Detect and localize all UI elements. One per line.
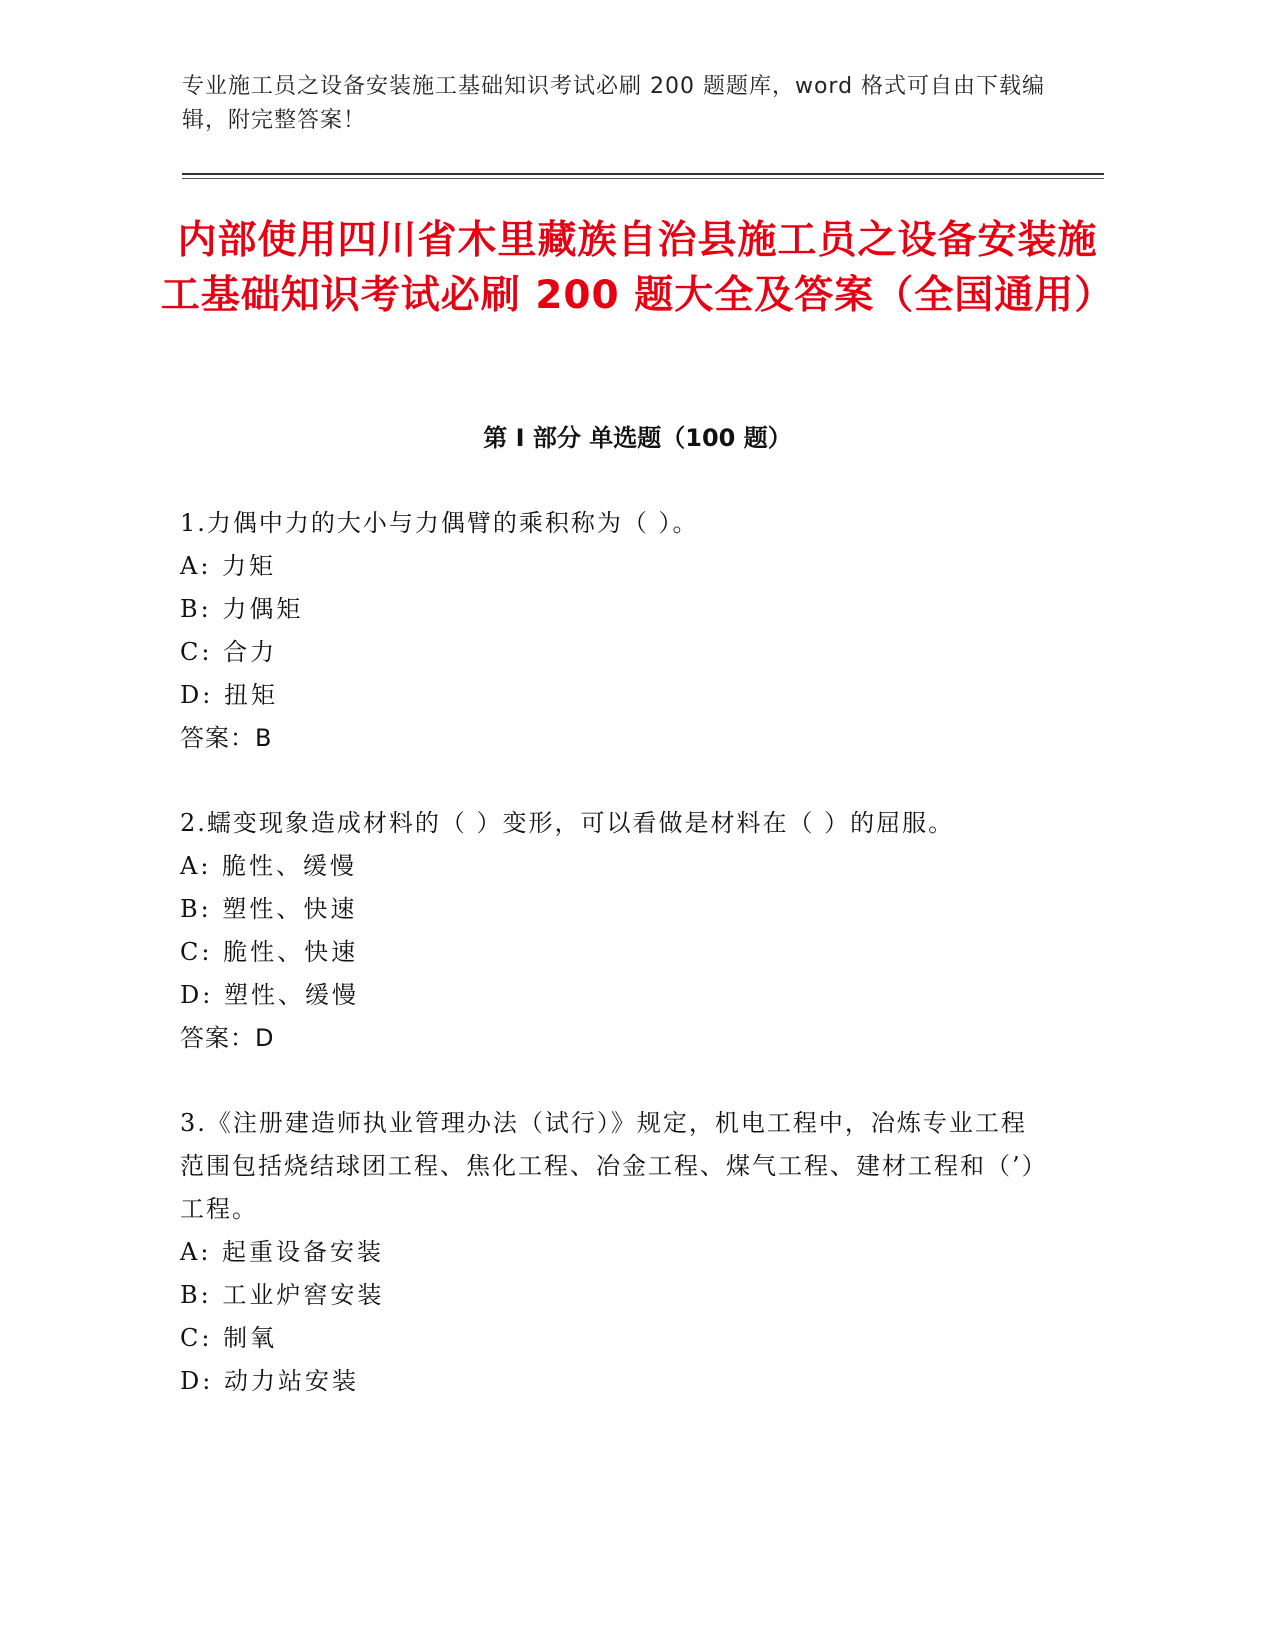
option-d: D: 塑性、缓慢: [180, 981, 359, 1009]
question-list: [180, 502, 1040, 1445]
question-stem: 2.蠕变现象造成材料的（ ）变形，可以看做是材料在（ ）的屈服。: [180, 809, 955, 837]
option-d: D: 动力站安装: [180, 1367, 359, 1395]
question-2: [180, 802, 1040, 1060]
header-rule-thick: [182, 173, 1104, 175]
document-title: 内部使用四川省木里藏族自治县施工员之设备安装施工基础知识考试必刷 200 题大全及答案（全国通用）: [160, 218, 1115, 318]
section-title: 第 I 部分 单选题（100 题）: [483, 424, 792, 452]
question-stem: 3.《注册建造师执业管理办法（试行）》规定，机电工程中，冶炼专业工程范围包括烧结球团工程、焦化工程、冶金工程、煤气工程、建材工程和（’）工程。: [180, 1109, 1036, 1223]
option-c: C: 合力: [180, 638, 278, 666]
question-3: [180, 1102, 1040, 1403]
header-rule-thin: [182, 178, 1104, 179]
option-a: A: 脆性、缓慢: [180, 852, 358, 880]
option-a: A: 力矩: [180, 552, 277, 580]
header-note: 专业施工员之设备安装施工基础知识考试必刷 200 题题库，word 格式可自由下载编辑，附完整答案！: [182, 74, 1046, 133]
option-b: B: 力偶矩: [180, 595, 304, 623]
option-b: B: 工业炉窖安装: [180, 1281, 385, 1309]
question-stem: 1.力偶中力的大小与力偶臂的乘积称为（ ）。: [180, 509, 699, 537]
option-c: C: 脆性、快速: [180, 938, 359, 966]
option-c: C: 制氧: [180, 1324, 278, 1352]
option-a: A: 起重设备安装: [180, 1238, 385, 1266]
answer: 答案：D: [180, 1024, 275, 1052]
option-d: D: 扭矩: [180, 681, 278, 709]
answer: 答案：B: [180, 724, 273, 752]
option-b: B: 塑性、快速: [180, 895, 358, 923]
question-1: [180, 502, 1040, 760]
